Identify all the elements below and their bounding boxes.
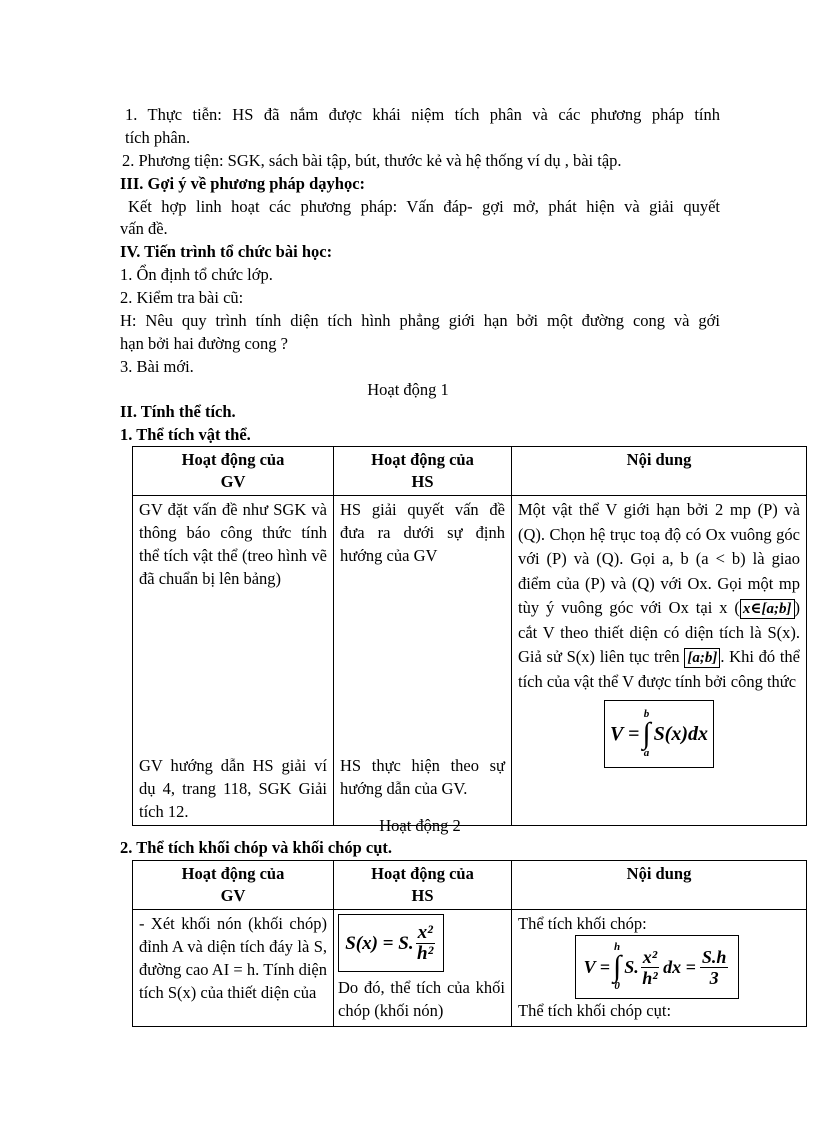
table-header-row [133,447,807,496]
formula-x-in-ab: x∈[a;b] [740,599,795,619]
table-row [133,910,807,1027]
section-ii: II. Tính thể tích. [120,402,236,421]
intro-line-2: 2. Phương tiện: SGK, sách bài tập, bút, thước kẻ và hệ thống ví dụ , bài tập. [122,151,622,170]
subsection-1: 1. Thể tích vật thể. [120,425,251,444]
header-hs: Hoạt động của HS [334,447,512,496]
table-pyramid [132,860,807,1027]
formula-ab: [a;b] [684,648,720,668]
header-hs: Hoạt động của HS [334,861,512,910]
activity-2-title: Hoạt động 2 [379,816,461,835]
gv-text-1: GV đặt vấn đề như SGK và thông báo công thức tính thể tích vật thể (treo hình vẽ đã chuẩn bị lên bảng) [139,500,327,588]
question-line-b: hạn bởi hai đường cong ? [120,334,288,353]
cell-content [512,496,807,826]
intro-line-3b: vấn đề. [120,219,168,238]
table-header-row [133,861,807,910]
step-2: 2. Kiểm tra bài cũ: [120,288,244,307]
content-text-c: . Khi đó thể tích của vật thể V được tính bởi công thức [518,647,800,691]
activity-1-title: Hoạt động 1 [367,380,449,399]
step-1: 1. Ổn định tổ chức lớp. [120,265,273,284]
hs-text-1: HS giải quyết vấn đề đưa ra dưới sự định hướng của GV [340,500,505,565]
content-text-b: ) cắt V theo thiết diện có diện tích là S(x). Giả sử S(x) liên tục trên [518,598,800,666]
intro-line-1b: tích phân. [125,128,191,147]
subsection-2: 2. Thể tích khối chóp và khối chóp cụt. [120,838,393,857]
header-gv: Hoạt động của GV [133,861,334,910]
gv-text-2: GV hướng dẫn HS giải ví dụ 4, trang 118, SGK Giải tích 12. [139,756,327,821]
cell-gv [133,496,334,826]
cell-hs [334,910,512,1027]
cell-content [512,910,807,1027]
content-text-a: Thể tích khối chóp: [518,914,647,933]
section-area-formula: S(x) = S. $\frac{\text{x²}}{\text{h²}}$ [338,914,444,972]
integral-icon: h ∫ 0 [613,941,622,992]
step-3: 3. Bài mới. [120,357,194,376]
intro-line-1a: 1. Thực tiễn: HS đã nắm được khái niệm tích phân và các phương pháp tính [125,105,720,124]
volume-formula: V = b ∫ a S(x)dx [604,700,714,768]
table-row [133,496,807,826]
integral-icon: b ∫ a [642,708,651,759]
content-text-a: Một vật thể V giới hạn bởi 2 mp (P) và (Q). Chọn hệ trục toạ độ có Ox vuông góc với (P) và (Q). Gọi a, b (a < b) là giao điểm của (P) và (Q) với Ox. Gọi một mp tùy ý vuông góc với Ox tại x ( [518,500,800,617]
header-content: Nội dung [512,447,807,496]
intro-line-3a: Kết hợp linh hoạt các phương pháp: Vấn đáp- gợi mở, phát hiện và giải quyết [128,197,720,216]
result-fraction: $\frac{S.h}{3}$ [701,946,727,988]
question-line-a: H: Nêu quy trình tính diện tích hình phẳng giới hạn bởi một đường cong và gới [120,311,720,330]
pyramid-volume-formula: V = h ∫ 0 S. $\frac{\text{x²}}{\text{h²}}$ dx = $\frac{S.h}{3}$ [575,935,739,999]
fraction: $\frac{\text{x²}}{\text{h²}}$ [642,946,658,988]
hs-text: Do đó, thể tích của khối chóp (khối nón) [338,978,505,1020]
hs-text-2: HS thực hiện theo sự hướng dẫn của GV. [340,756,505,798]
header-gv: Hoạt động của GV [133,447,334,496]
fraction: $\frac{\text{x²}}{\text{h²}}$ [417,921,434,964]
heading-iv: IV. Tiến trình tổ chức bài học: [120,242,333,261]
cell-hs [334,496,512,826]
heading-iii: III. Gợi ý về phương pháp dạyhọc: [120,174,366,193]
cell-gv [133,910,334,1027]
content-text-b: Thể tích khối chóp cụt: [518,1001,672,1020]
table-volume [132,446,807,826]
gv-text: - Xét khối nón (khối chóp) đỉnh A và diện tích đáy là S, đường cao AI = h. Tính diện tích S(x) của thiết diện của [139,914,327,1002]
header-content: Nội dung [512,861,807,910]
